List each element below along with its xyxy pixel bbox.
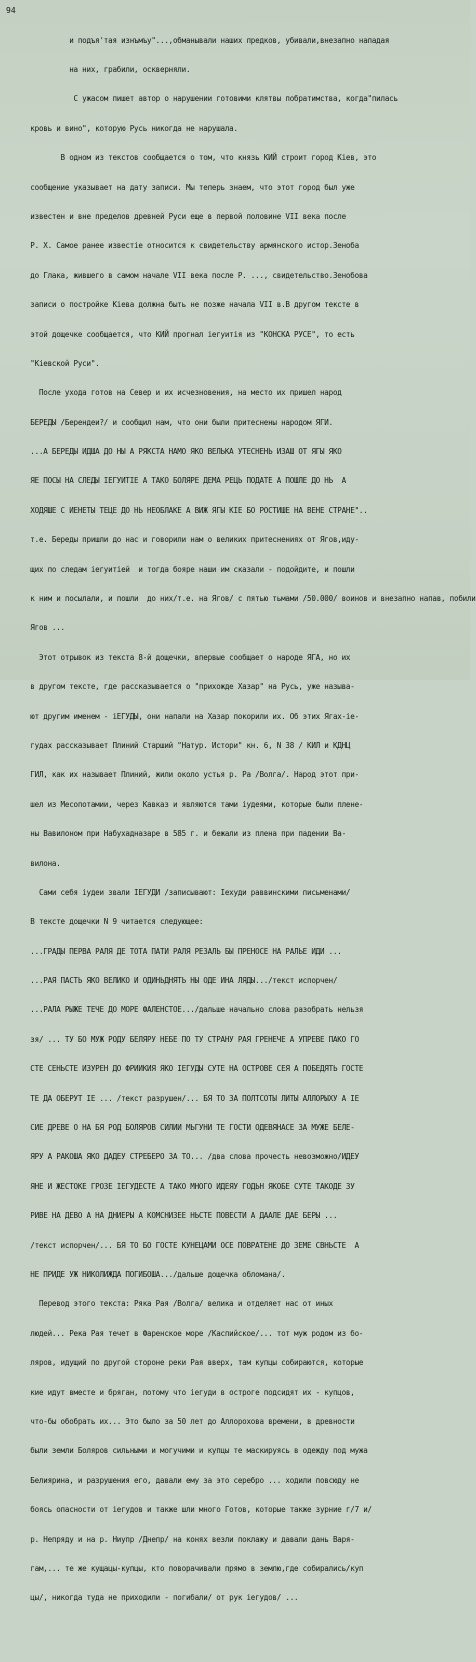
text-line: на них, грабили, оскверняли. bbox=[13, 64, 191, 74]
text-line: р. Непряду и на р. Ниупр /Днепр/ на конях везли поклажу и давали дань Варя- bbox=[13, 1534, 355, 1544]
text-line: вилона. bbox=[13, 858, 61, 868]
text-line: кровь и вино", которую Русь никогда не нарушала. bbox=[13, 123, 238, 133]
text-line: Белиярина, и разрушения его, давали ему за это серебро ... ходили повсюду не bbox=[13, 1475, 359, 1485]
text-line: ЯРУ А РАКОША ЯКО ДАДЕУ СТРЕБЕРО ЗА ТО... /два слова прочесть невозможно/ИДЕУ bbox=[13, 1152, 359, 1162]
page-number: 94 bbox=[6, 6, 16, 15]
text-line: Р. Х. Самое ранее известiе относится к свидетельству армянского истор.Зеноба bbox=[13, 241, 359, 251]
text-line: людей... Река Рая течет в Фаренское море /Каспийское/... тот муж родом из бо- bbox=[13, 1328, 364, 1338]
text-line: и подъя'тая изнъмъу"...,обманывали наших предков, убивали,внезапно нападая bbox=[13, 35, 390, 45]
text-line: СИЕ ДРЕВЕ О НА БЯ РОД БОЛЯРОВ СИЛИИ МЬГУНИ ТЕ ГОСТИ ОДЕВЯНАСЕ ЗА МУЖЕ БЕЛЕ- bbox=[13, 1123, 355, 1133]
text-line: были земли Боляров сильными и могучими и купцы те маскируясь в одежду под мужа bbox=[13, 1446, 368, 1456]
text-line: т.е. Береды пришли до нас и говорили нам о великих притеснениях от Ягов,иду- bbox=[13, 535, 359, 545]
text-line: гам,... те же кущацы-купцы, кто поворачивали прямо в землю,где собирались/куп bbox=[13, 1563, 364, 1573]
text-line: Ягов ... bbox=[13, 623, 65, 633]
text-line: РИВЕ НА ДЕВО А НА ДНИЕРЫ А КОМСНИЗЕЕ НЬСТЕ ПОВЕСТИ А ДААЛЕ ДАЕ БЕРЫ ... bbox=[13, 1211, 338, 1221]
text-line: ЯЕ ПОСЫ НА СЛЕДЫ IЕГУИТIЕ А ТАКО БОЛЯРЕ ДЕМА РЕЦЬ ПОДАТЕ А ПОШЛЕ ДО НЬ А bbox=[13, 476, 346, 486]
text-line: гудах рассказывает Плиний Старший "Натур. Истори" кн. 6, N 38 / КИЛ и КДНЦ bbox=[13, 740, 351, 750]
text-line: что-бы обобрать их... Это было за 50 лет до Аллорохова времени, в древности bbox=[13, 1416, 355, 1426]
text-line: боясь опасности от iегудов и также шли много Готов, которые также зурние г/7 и/ bbox=[13, 1505, 372, 1515]
text-line: щих по следам iегуитiей и тогда бояре наши им сказали - подойдите, и пошли bbox=[13, 564, 355, 574]
text-line: в другом тексте, где рассказывается о "прихожде Хазар" на Русь, уже называ- bbox=[13, 682, 355, 692]
text-line: БЕРЕДЫ /Берендеи?/ и сообщил нам, что они были притеснены народом ЯГИ. bbox=[13, 417, 333, 427]
text-line: Перевод этого текста: Ряка Рая /Волга/ велика и отделяет нас от иных bbox=[13, 1299, 333, 1309]
text-line: ЯНЕ И ЖЕСТОКЕ ГРОЗЕ IЕГУДЕСТЕ А ТАКО МНОГО ИДЕЯУ ГОДЬН ЯКОБЕ СУТЕ ТАКОДЕ ЗУ bbox=[13, 1181, 355, 1191]
text-line: ...РАЛА РЫЖЕ ТЕЧЕ ДО МОРЕ ФАЛЕНСТОЕ.../дальше начально слова разобрать нельзя bbox=[13, 1005, 364, 1015]
text-line: ТЕ ДА ОБЕРУТ IE ... /текст разрушен/... БЯ ТО ЗА ПОЛТСОТЫ ЛИТЫ АЛЛОРЫХУ А IE bbox=[13, 1093, 359, 1103]
text-line: ...ГРАДЫ ПЕРВА РАЛЯ ДЕ ТОТА ПАТИ РАЛЯ РЕЗАЛЬ БЫ ПРЕНОСЕ НА РАЛЬЕ ИДИ ... bbox=[13, 946, 342, 956]
text-line: ГИЛ, как их называет Плиний, жили около устья р. Ра /Волга/. Народ этот при- bbox=[13, 770, 359, 780]
text-line: известен и вне пределов древней Руси еще в первой половине VII века после bbox=[13, 211, 346, 221]
text-line: ХОДЯШЕ С ИЕНЕТЫ ТЕЦЕ ДО НЬ НЕОБЛАКЕ А ВИЖ ЯГЫ КIЕ БО РОСТИШЕ НА ВЕНЕ СТРАНЕ".. bbox=[13, 505, 368, 515]
text-line: /текст испорчен/... БЯ ТО БО ГОСТЕ КУНЕЦАМИ ОСЕ ПОВРАТЕНЕ ДО ЗЕМЕ СВНЬСТЕ А bbox=[13, 1240, 359, 1250]
text-line: Этот отрывок из текста 8-й дощечки, впервые сообщает о народе ЯГА, но их bbox=[13, 652, 351, 662]
text-line: шел из Месопотамии, через Кавказ и являются тами iудеями, которые были плене- bbox=[13, 799, 364, 809]
text-line: В тексте дощечки N 9 читается следующее: bbox=[13, 917, 204, 927]
text-line: ют другим именем - iЕГУДЫ, они напали на Хазар покорили их. Об этих Ягах-iе- bbox=[13, 711, 359, 721]
text-line: к ним и посылали, и пошли до них/т.е. на Ягов/ с пятью тьмами /50.000/ воинов и внезапно напав, побили bbox=[13, 594, 476, 604]
text-line: ...А БЕРЕДЫ ИДША ДО НЫ А РЯКСТА НАМО ЯКО ВЕЛЬКА УТЕСНЕНЬ ИЗАШ ОТ ЯГЫ ЯКО bbox=[13, 447, 342, 457]
text-line: СТЕ СЕНЬСТЕ ИЗУРЕН ДО ФРИИКИЯ ЯКО IЕГУДЫ СУТЕ НА ОСТРОВЕ СЕЯ А ПОБЕДЯТЬ ГОСТЕ bbox=[13, 1064, 364, 1074]
text-line: ...РАЯ ПАСТЬ ЯКО ВЕЛИКО И ОДИНЬДНЯТЬ НЫ ОДЕ ИНА ЛЯДЫ.../текст испорчен/ bbox=[13, 976, 338, 986]
text-line: "Кiевской Руси". bbox=[13, 358, 100, 368]
text-line: сообщение указывает на дату записи. Мы теперь знаем, что этот город был уже bbox=[13, 182, 355, 192]
document-text-block bbox=[13, 16, 476, 1662]
text-line: ны Вавилоном при Набухадназаре в 585 г. и бежали из плена при падении Ва- bbox=[13, 829, 346, 839]
text-line: Сами себя iудеи звали IЕГУДИ /записывают: Iехуди раввинскими письменами/ bbox=[13, 887, 351, 897]
text-line: цы/, никогда туда не приходили - погибали/ от рук iегудов/ ... bbox=[13, 1593, 299, 1603]
text-line: НЕ ПРИДЕ УЖ НИКОЛИЖДА ПОГИБОША.../дальше дощечка обломана/. bbox=[13, 1270, 286, 1279]
text-line: записи о постройке Кiева должна быть не позже начала VII в.В другом тексте в bbox=[13, 300, 359, 310]
text-line: С ужасом пишет автор о нарушении готовими клятвы побратимства, когда"пилась bbox=[13, 94, 398, 104]
text-line: до Глака, жившего в самом начале VII века после Р. ..., свидетельство.Зенобова bbox=[13, 270, 368, 280]
text-line: зя/ ... ТУ БО МУЖ РОДУ БЕЛЯРУ НЕБЕ ПО ТУ СТРАНУ РАЯ ГРЕНЕЧЕ А УПРЕВЕ ПАКО ГО bbox=[13, 1034, 359, 1044]
text-line: После ухода готов на Север и их исчезновения, на место их пришел народ bbox=[13, 388, 342, 398]
text-line: кие идут вместе и бряган, потому что iегуди в остроге подсидят их - купцов, bbox=[13, 1387, 355, 1397]
text-line: В одном из текстов сообщается о том, что князь КИЙ строит город Кiев, это bbox=[13, 153, 377, 163]
text-line: ляров, идущий по другой стороне реки Рая вверх, там купцы собираются, которые bbox=[13, 1358, 364, 1368]
text-line: этой дощечке сообщается, что КИЙ прогнал iегуитiя из "КОНСКА РУСЕ", то есть bbox=[13, 329, 355, 339]
